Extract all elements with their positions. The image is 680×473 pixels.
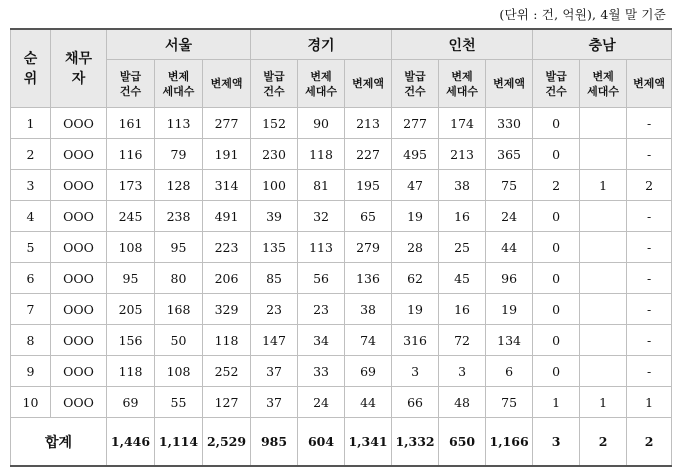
value-cell: 55 bbox=[155, 387, 203, 418]
value-cell: 127 bbox=[203, 387, 251, 418]
value-cell: 2 bbox=[627, 170, 672, 201]
incheon-households-header: 변제 세대수 bbox=[439, 60, 486, 108]
value-cell: 161 bbox=[107, 108, 155, 139]
rank-cell: 5 bbox=[11, 232, 51, 263]
value-cell: 74 bbox=[345, 325, 392, 356]
gyeonggi-issued-header: 발급 건수 bbox=[251, 60, 298, 108]
region-header-gyeonggi: 경기 bbox=[251, 29, 392, 60]
rank-cell: 9 bbox=[11, 356, 51, 387]
table-row bbox=[11, 201, 672, 232]
value-cell: - bbox=[627, 232, 672, 263]
value-cell: 195 bbox=[345, 170, 392, 201]
value-cell: 314 bbox=[203, 170, 251, 201]
total-label: 합계 bbox=[11, 418, 107, 467]
value-cell: 90 bbox=[298, 108, 345, 139]
value-cell: 230 bbox=[251, 139, 298, 170]
chungnam-households-header: 변제 세대수 bbox=[580, 60, 627, 108]
table-row bbox=[11, 170, 672, 201]
value-cell: 3 bbox=[439, 356, 486, 387]
value-cell: 227 bbox=[345, 139, 392, 170]
value-cell: 28 bbox=[392, 232, 439, 263]
value-cell: 0 bbox=[533, 139, 580, 170]
value-cell bbox=[580, 263, 627, 294]
chungnam-issued-header: 발급 건수 bbox=[533, 60, 580, 108]
table-row bbox=[11, 108, 672, 139]
value-cell: 16 bbox=[439, 294, 486, 325]
value-cell: 108 bbox=[107, 232, 155, 263]
value-cell: 113 bbox=[298, 232, 345, 263]
value-cell: 96 bbox=[486, 263, 533, 294]
value-cell: 1 bbox=[580, 170, 627, 201]
value-cell: 1 bbox=[627, 387, 672, 418]
value-cell: 50 bbox=[155, 325, 203, 356]
value-cell bbox=[580, 294, 627, 325]
value-cell: - bbox=[627, 139, 672, 170]
rank-cell: 7 bbox=[11, 294, 51, 325]
value-cell: 6 bbox=[486, 356, 533, 387]
debtor-header: 채무 자 bbox=[51, 29, 107, 108]
value-cell bbox=[580, 139, 627, 170]
value-cell: 37 bbox=[251, 356, 298, 387]
incheon-amount-header: 변제액 bbox=[486, 60, 533, 108]
total-value-cell: 1,166 bbox=[486, 418, 533, 467]
value-cell: 205 bbox=[107, 294, 155, 325]
value-cell: 0 bbox=[533, 356, 580, 387]
total-value-cell: 650 bbox=[439, 418, 486, 467]
value-cell: 0 bbox=[533, 263, 580, 294]
rank-cell: 6 bbox=[11, 263, 51, 294]
value-cell: 23 bbox=[298, 294, 345, 325]
table-row bbox=[11, 325, 672, 356]
value-cell bbox=[580, 201, 627, 232]
gyeonggi-households-header: 변제 세대수 bbox=[298, 60, 345, 108]
debtor-cell: OOO bbox=[51, 232, 107, 263]
value-cell: 19 bbox=[392, 201, 439, 232]
value-cell: 1 bbox=[533, 387, 580, 418]
value-cell: 0 bbox=[533, 325, 580, 356]
value-cell: 252 bbox=[203, 356, 251, 387]
value-cell: 135 bbox=[251, 232, 298, 263]
table-row bbox=[11, 294, 672, 325]
value-cell: 79 bbox=[155, 139, 203, 170]
value-cell: 72 bbox=[439, 325, 486, 356]
debt-table bbox=[10, 28, 672, 467]
value-cell: 173 bbox=[107, 170, 155, 201]
total-value-cell: 604 bbox=[298, 418, 345, 467]
incheon-issued-header: 발급 건수 bbox=[392, 60, 439, 108]
value-cell: 65 bbox=[345, 201, 392, 232]
seoul-amount-header: 변제액 bbox=[203, 60, 251, 108]
value-cell: 116 bbox=[107, 139, 155, 170]
gyeonggi-amount-header: 변제액 bbox=[345, 60, 392, 108]
value-cell: 108 bbox=[155, 356, 203, 387]
value-cell: 213 bbox=[345, 108, 392, 139]
value-cell: 2 bbox=[533, 170, 580, 201]
value-cell: - bbox=[627, 263, 672, 294]
seoul-issued-header: 발급 건수 bbox=[107, 60, 155, 108]
value-cell: 19 bbox=[486, 294, 533, 325]
total-value-cell: 2 bbox=[580, 418, 627, 467]
value-cell: 25 bbox=[439, 232, 486, 263]
value-cell: - bbox=[627, 201, 672, 232]
unit-note: (단위 : 건, 억원), 4월 말 기준 bbox=[499, 7, 666, 22]
region-header-seoul: 서울 bbox=[107, 29, 251, 60]
value-cell: 39 bbox=[251, 201, 298, 232]
value-cell: 128 bbox=[155, 170, 203, 201]
value-cell: 75 bbox=[486, 170, 533, 201]
value-cell: 223 bbox=[203, 232, 251, 263]
value-cell: 330 bbox=[486, 108, 533, 139]
rank-cell: 3 bbox=[11, 170, 51, 201]
value-cell: 147 bbox=[251, 325, 298, 356]
value-cell: 329 bbox=[203, 294, 251, 325]
value-cell: 118 bbox=[107, 356, 155, 387]
total-value-cell: 1,341 bbox=[345, 418, 392, 467]
value-cell: 491 bbox=[203, 201, 251, 232]
value-cell: 44 bbox=[486, 232, 533, 263]
total-value-cell: 2,529 bbox=[203, 418, 251, 467]
rank-cell: 1 bbox=[11, 108, 51, 139]
value-cell: 277 bbox=[203, 108, 251, 139]
value-cell: - bbox=[627, 294, 672, 325]
value-cell: 134 bbox=[486, 325, 533, 356]
table-row bbox=[11, 263, 672, 294]
value-cell bbox=[580, 108, 627, 139]
debtor-cell: OOO bbox=[51, 139, 107, 170]
value-cell: 23 bbox=[251, 294, 298, 325]
value-cell: 0 bbox=[533, 108, 580, 139]
seoul-households-header: 변제 세대수 bbox=[155, 60, 203, 108]
value-cell: - bbox=[627, 356, 672, 387]
value-cell: 38 bbox=[439, 170, 486, 201]
value-cell: 69 bbox=[107, 387, 155, 418]
value-cell: 113 bbox=[155, 108, 203, 139]
value-cell: 19 bbox=[392, 294, 439, 325]
value-cell: 0 bbox=[533, 201, 580, 232]
value-cell bbox=[580, 232, 627, 263]
value-cell: 44 bbox=[345, 387, 392, 418]
rank-cell: 10 bbox=[11, 387, 51, 418]
value-cell: 213 bbox=[439, 139, 486, 170]
value-cell bbox=[580, 325, 627, 356]
value-cell: 38 bbox=[345, 294, 392, 325]
value-cell bbox=[580, 356, 627, 387]
table-row bbox=[11, 139, 672, 170]
value-cell: 24 bbox=[298, 387, 345, 418]
value-cell: 316 bbox=[392, 325, 439, 356]
table-row bbox=[11, 387, 672, 418]
value-cell: 3 bbox=[392, 356, 439, 387]
value-cell: 16 bbox=[439, 201, 486, 232]
value-cell: 118 bbox=[203, 325, 251, 356]
total-value-cell: 985 bbox=[251, 418, 298, 467]
value-cell: 48 bbox=[439, 387, 486, 418]
debtor-cell: OOO bbox=[51, 356, 107, 387]
value-cell: 1 bbox=[580, 387, 627, 418]
debtor-cell: OOO bbox=[51, 294, 107, 325]
region-header-chungnam: 충남 bbox=[533, 29, 672, 60]
value-cell: 136 bbox=[345, 263, 392, 294]
debtor-cell: OOO bbox=[51, 201, 107, 232]
value-cell: 156 bbox=[107, 325, 155, 356]
value-cell: 168 bbox=[155, 294, 203, 325]
value-cell: 75 bbox=[486, 387, 533, 418]
value-cell: 56 bbox=[298, 263, 345, 294]
value-cell: 62 bbox=[392, 263, 439, 294]
value-cell: 100 bbox=[251, 170, 298, 201]
total-value-cell: 2 bbox=[627, 418, 672, 467]
value-cell: 45 bbox=[439, 263, 486, 294]
total-value-cell: 1,114 bbox=[155, 418, 203, 467]
value-cell: 238 bbox=[155, 201, 203, 232]
total-value-cell: 3 bbox=[533, 418, 580, 467]
value-cell: 495 bbox=[392, 139, 439, 170]
debtor-cell: OOO bbox=[51, 170, 107, 201]
value-cell: 191 bbox=[203, 139, 251, 170]
value-cell: 24 bbox=[486, 201, 533, 232]
value-cell: 174 bbox=[439, 108, 486, 139]
value-cell: - bbox=[627, 325, 672, 356]
value-cell: - bbox=[627, 108, 672, 139]
value-cell: 277 bbox=[392, 108, 439, 139]
rank-cell: 2 bbox=[11, 139, 51, 170]
value-cell: 47 bbox=[392, 170, 439, 201]
value-cell: 81 bbox=[298, 170, 345, 201]
value-cell: 33 bbox=[298, 356, 345, 387]
value-cell: 245 bbox=[107, 201, 155, 232]
value-cell: 118 bbox=[298, 139, 345, 170]
value-cell: 365 bbox=[486, 139, 533, 170]
value-cell: 0 bbox=[533, 232, 580, 263]
value-cell: 95 bbox=[155, 232, 203, 263]
value-cell: 95 bbox=[107, 263, 155, 294]
value-cell: 152 bbox=[251, 108, 298, 139]
value-cell: 69 bbox=[345, 356, 392, 387]
table-row bbox=[11, 232, 672, 263]
region-header-incheon: 인천 bbox=[392, 29, 533, 60]
debtor-cell: OOO bbox=[51, 108, 107, 139]
value-cell: 206 bbox=[203, 263, 251, 294]
table-row bbox=[11, 356, 672, 387]
value-cell: 66 bbox=[392, 387, 439, 418]
chungnam-amount-header: 변제액 bbox=[627, 60, 672, 108]
value-cell: 32 bbox=[298, 201, 345, 232]
debtor-cell: OOO bbox=[51, 263, 107, 294]
total-value-cell: 1,332 bbox=[392, 418, 439, 467]
value-cell: 0 bbox=[533, 294, 580, 325]
value-cell: 279 bbox=[345, 232, 392, 263]
total-row bbox=[11, 418, 672, 467]
value-cell: 34 bbox=[298, 325, 345, 356]
value-cell: 80 bbox=[155, 263, 203, 294]
debtor-cell: OOO bbox=[51, 325, 107, 356]
rank-cell: 4 bbox=[11, 201, 51, 232]
value-cell: 37 bbox=[251, 387, 298, 418]
rank-header: 순 위 bbox=[11, 29, 51, 108]
value-cell: 85 bbox=[251, 263, 298, 294]
total-value-cell: 1,446 bbox=[107, 418, 155, 467]
rank-cell: 8 bbox=[11, 325, 51, 356]
debtor-cell: OOO bbox=[51, 387, 107, 418]
